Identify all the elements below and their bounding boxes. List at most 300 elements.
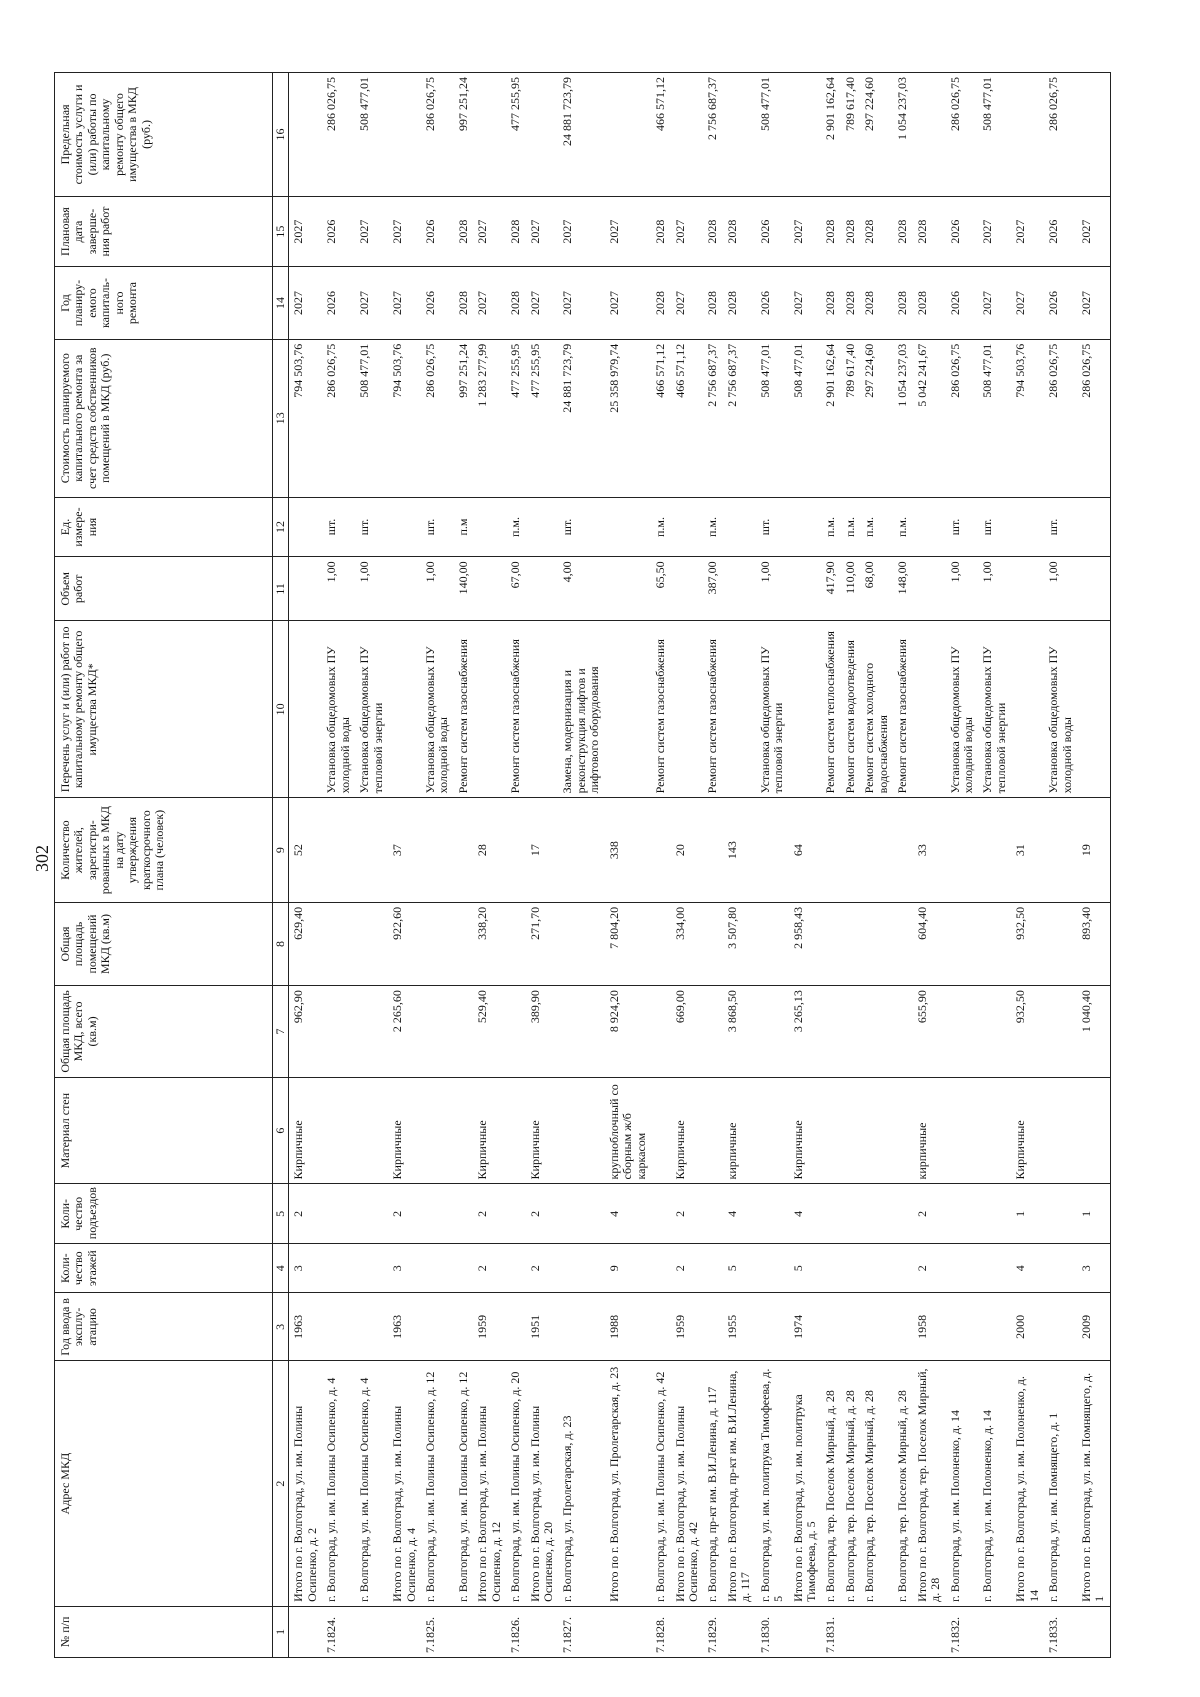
- table-cell: 7.1826.: [506, 1606, 525, 1657]
- table-row: [671, 73, 704, 1658]
- table-row: [454, 73, 473, 1658]
- table-cell: [841, 1293, 860, 1361]
- table-cell: 2026: [322, 196, 355, 266]
- table-cell: Замена, модернизация и реконструкция лифтов и лифтового оборудования: [558, 621, 604, 798]
- table-cell: [978, 1293, 1011, 1361]
- table-cell: [473, 73, 506, 197]
- table-cell: [946, 1184, 979, 1244]
- column-header: Ед. измере- ния: [55, 497, 273, 557]
- table-cell: [289, 497, 322, 557]
- table-cell: [860, 986, 893, 1078]
- table-cell: 1951: [526, 1293, 559, 1361]
- table-cell: 1958: [913, 1293, 946, 1361]
- column-number: 10: [273, 621, 289, 798]
- table-row: [388, 73, 421, 1658]
- table-cell: г. Волгоград, пр-кт им. В.И.Ленина, д. 117: [703, 1361, 722, 1606]
- table-cell: [421, 1184, 454, 1244]
- table-cell: 2028: [703, 196, 722, 266]
- table-cell: 2026: [756, 267, 789, 340]
- table-cell: Установка общедомовых ПУ холодной воды: [322, 621, 355, 798]
- table-cell: г. Волгоград, ул. им. Полины Осипенко, д. 42: [651, 1361, 670, 1606]
- table-cell: п.м.: [821, 497, 840, 557]
- table-cell: 110,00: [841, 557, 860, 621]
- table-cell: [322, 1184, 355, 1244]
- header-row: [55, 73, 273, 1658]
- table-cell: [1077, 1077, 1110, 1184]
- table-row: [421, 73, 454, 1658]
- table-cell: 2028: [913, 196, 946, 266]
- table-cell: 2028: [454, 267, 473, 340]
- table-cell: 271,70: [526, 902, 559, 985]
- table-cell: 2027: [978, 196, 1011, 266]
- column-number: 3: [273, 1293, 289, 1361]
- table-cell: 629,40: [289, 902, 322, 985]
- table-cell: [893, 986, 912, 1078]
- table-cell: [671, 497, 704, 557]
- table-cell: Ремонт систем газоснабжения: [651, 621, 670, 798]
- table-cell: 286 026,75: [322, 73, 355, 197]
- table-cell: 3: [1077, 1244, 1110, 1293]
- table-cell: [1044, 1244, 1077, 1293]
- table-cell: 65,50: [651, 557, 670, 621]
- column-number: 12: [273, 497, 289, 557]
- table-cell: г. Волгоград, тер. Поселок Мирный, д. 28: [860, 1361, 893, 1606]
- table-cell: 20: [671, 798, 704, 903]
- table-cell: [421, 1077, 454, 1184]
- table-cell: 1 054 237,03: [893, 339, 912, 497]
- column-header: Общая площадь МКД, всего (кв.м): [55, 986, 273, 1078]
- table-cell: 389,90: [526, 986, 559, 1078]
- table-cell: [454, 1293, 473, 1361]
- table-cell: [506, 1077, 525, 1184]
- table-cell: [893, 902, 912, 985]
- table-cell: 8 924,20: [605, 986, 651, 1078]
- table-cell: [946, 1244, 979, 1293]
- table-cell: 2: [526, 1244, 559, 1293]
- table-cell: [1044, 798, 1077, 903]
- table-cell: [860, 1293, 893, 1361]
- column-number: 7: [273, 986, 289, 1078]
- table-cell: 2: [388, 1184, 421, 1244]
- table-cell: [506, 1244, 525, 1293]
- table-cell: 7 804,20: [605, 902, 651, 985]
- table-row: [1077, 73, 1110, 1658]
- table-cell: 286 026,75: [1044, 73, 1077, 197]
- table-cell: [789, 73, 822, 197]
- table-cell: 2028: [703, 267, 722, 340]
- table-cell: Итого по г. Волгоград, ул. Пролетарская, д. 23: [605, 1361, 651, 1606]
- column-number: 15: [273, 196, 289, 266]
- table-cell: [756, 902, 789, 985]
- table-cell: [841, 1244, 860, 1293]
- table-cell: 669,00: [671, 986, 704, 1078]
- table-cell: г. Волгоград, ул. им. Полины Осипенко, д. 12: [454, 1361, 473, 1606]
- table-cell: 1 040,40: [1077, 986, 1110, 1078]
- table-cell: 2028: [841, 267, 860, 340]
- table-cell: Ремонт систем газоснабжения: [703, 621, 722, 798]
- table-cell: Ремонт систем газоснабжения: [893, 621, 912, 798]
- table-cell: 5: [723, 1244, 756, 1293]
- column-number: 1: [273, 1606, 289, 1657]
- table-cell: [821, 902, 840, 985]
- table-cell: 28: [473, 798, 506, 903]
- table-cell: [860, 1244, 893, 1293]
- table-cell: [558, 798, 604, 903]
- table-cell: [841, 986, 860, 1078]
- table-cell: 2028: [651, 196, 670, 266]
- table-cell: [703, 1077, 722, 1184]
- table-cell: 2: [671, 1244, 704, 1293]
- table-cell: 1955: [723, 1293, 756, 1361]
- table-cell: Итого по г. Волгоград, ул. им. Помнящего, д. 1: [1077, 1361, 1110, 1606]
- table-cell: 508 477,01: [756, 73, 789, 197]
- table-cell: 7.1833.: [1044, 1606, 1077, 1657]
- table-cell: [671, 1606, 704, 1657]
- table-cell: [651, 1244, 670, 1293]
- table-cell: [388, 497, 421, 557]
- table-cell: [454, 1077, 473, 1184]
- table-row: [860, 73, 893, 1658]
- table-cell: 508 477,01: [355, 73, 388, 197]
- table-cell: Установка общедомовых ПУ холодной воды: [421, 621, 454, 798]
- table-header: [55, 73, 289, 1658]
- table-cell: 2027: [289, 267, 322, 340]
- table-cell: [1044, 1293, 1077, 1361]
- table-cell: [651, 986, 670, 1078]
- table-cell: 508 477,01: [355, 339, 388, 497]
- table-cell: [289, 1606, 322, 1657]
- table-cell: 2 756 687,37: [703, 73, 722, 197]
- table-cell: [860, 1077, 893, 1184]
- table-cell: [1011, 557, 1044, 621]
- table-cell: 2027: [1077, 267, 1110, 340]
- table-cell: 2 756 687,37: [723, 339, 756, 497]
- table-cell: [946, 1077, 979, 1184]
- capital-repair-table: [54, 72, 1111, 1658]
- table-cell: [671, 557, 704, 621]
- table-cell: [506, 902, 525, 985]
- table-cell: [841, 902, 860, 985]
- table-cell: 7.1828.: [651, 1606, 670, 1657]
- table-cell: [978, 1606, 1011, 1657]
- table-cell: 7.1829.: [703, 1606, 722, 1657]
- column-header: Объем работ: [55, 557, 273, 621]
- table-cell: [651, 1293, 670, 1361]
- table-cell: [1077, 621, 1110, 798]
- table-row: [723, 73, 756, 1658]
- table-cell: 286 026,75: [1077, 339, 1110, 497]
- table-cell: [978, 798, 1011, 903]
- table-row: [473, 73, 506, 1658]
- table-cell: 3 265,13: [789, 986, 822, 1078]
- column-header: Материал стен: [55, 1077, 273, 1184]
- table-cell: [506, 798, 525, 903]
- table-cell: 25 358 979,74: [605, 339, 651, 497]
- table-cell: г. Волгоград, ул. им. политрука Тимофеева, д. 5: [756, 1361, 789, 1606]
- table-cell: 2009: [1077, 1293, 1110, 1361]
- table-cell: 2: [671, 1184, 704, 1244]
- table-cell: 2027: [355, 196, 388, 266]
- table-cell: 2027: [388, 196, 421, 266]
- table-cell: 1 054 237,03: [893, 73, 912, 197]
- table-row: [558, 73, 604, 1658]
- table-cell: 2027: [1077, 196, 1110, 266]
- table-cell: 466 571,12: [651, 339, 670, 497]
- table-cell: [841, 1077, 860, 1184]
- table-cell: [1011, 73, 1044, 197]
- table-cell: Итого по г. Волгоград, ул. им. политрука Тимофеева, д. 5: [789, 1361, 822, 1606]
- table-cell: [978, 902, 1011, 985]
- table-cell: 2028: [506, 196, 525, 266]
- table-cell: [1011, 497, 1044, 557]
- table-cell: [756, 1184, 789, 1244]
- table-cell: 286 026,75: [1044, 339, 1077, 497]
- table-cell: шт.: [946, 497, 979, 557]
- table-cell: 1: [1011, 1184, 1044, 1244]
- table-cell: 932,50: [1011, 902, 1044, 985]
- table-cell: 2028: [821, 267, 840, 340]
- column-number: 9: [273, 798, 289, 903]
- table-cell: 2026: [421, 196, 454, 266]
- table-cell: [946, 798, 979, 903]
- table-cell: Ремонт систем водоотведения: [841, 621, 860, 798]
- table-cell: [388, 73, 421, 197]
- table-cell: 417,90: [821, 557, 840, 621]
- table-cell: 2027: [355, 267, 388, 340]
- table-cell: 997 251,24: [454, 339, 473, 497]
- table-cell: 7.1827.: [558, 1606, 604, 1657]
- table-cell: 508 477,01: [978, 73, 1011, 197]
- table-cell: 2026: [421, 267, 454, 340]
- table-cell: п.м.: [893, 497, 912, 557]
- table-cell: 2027: [558, 267, 604, 340]
- table-cell: 3: [289, 1244, 322, 1293]
- table-cell: [605, 1606, 651, 1657]
- table-cell: 789 617,40: [841, 339, 860, 497]
- table-cell: 1959: [473, 1293, 506, 1361]
- table-cell: [526, 557, 559, 621]
- table-cell: 508 477,01: [789, 339, 822, 497]
- table-cell: [558, 902, 604, 985]
- table-cell: [473, 497, 506, 557]
- table-cell: 1,00: [756, 557, 789, 621]
- table-cell: 466 571,12: [671, 339, 704, 497]
- table-cell: п.м.: [651, 497, 670, 557]
- table-cell: [756, 1293, 789, 1361]
- table-cell: [289, 621, 322, 798]
- table-row: [526, 73, 559, 1658]
- table-cell: шт.: [978, 497, 1011, 557]
- table-row: [946, 73, 979, 1658]
- table-cell: Кирпичные: [526, 1077, 559, 1184]
- table-cell: г. Волгоград, ул. им. Полины Осипенко, д. 4: [355, 1361, 388, 1606]
- table-cell: 2 901 162,64: [821, 73, 840, 197]
- table-cell: 143: [723, 798, 756, 903]
- table-cell: 7.1824.: [322, 1606, 355, 1657]
- table-cell: 2 901 162,64: [821, 339, 840, 497]
- table-cell: 2 958,43: [789, 902, 822, 985]
- table-cell: [1077, 497, 1110, 557]
- column-number: 8: [273, 902, 289, 985]
- table-cell: [789, 1606, 822, 1657]
- table-cell: [322, 1077, 355, 1184]
- table-cell: [355, 1293, 388, 1361]
- table-cell: 2027: [671, 196, 704, 266]
- table-cell: [723, 73, 756, 197]
- table-cell: [454, 902, 473, 985]
- table-cell: [454, 1244, 473, 1293]
- table-row: [506, 73, 525, 1658]
- table-cell: Кирпичные: [1011, 1077, 1044, 1184]
- table-cell: 2: [473, 1244, 506, 1293]
- table-cell: крупноблочный со сборным ж/б каркасом: [605, 1077, 651, 1184]
- table-cell: 67,00: [506, 557, 525, 621]
- table-cell: [913, 73, 946, 197]
- table-cell: шт.: [756, 497, 789, 557]
- table-cell: [703, 1293, 722, 1361]
- table-cell: [355, 1077, 388, 1184]
- table-cell: 477 255,95: [526, 339, 559, 497]
- table-cell: 338: [605, 798, 651, 903]
- table-cell: 2027: [605, 196, 651, 266]
- table-cell: 338,20: [473, 902, 506, 985]
- table-cell: [526, 73, 559, 197]
- table-cell: [473, 1606, 506, 1657]
- table-cell: Кирпичные: [388, 1077, 421, 1184]
- table-cell: [1077, 73, 1110, 197]
- table-cell: 1,00: [322, 557, 355, 621]
- table-cell: [946, 902, 979, 985]
- table-cell: [473, 621, 506, 798]
- table-cell: [506, 1293, 525, 1361]
- table-cell: Кирпичные: [473, 1077, 506, 1184]
- table-cell: [893, 798, 912, 903]
- table-cell: [946, 1293, 979, 1361]
- table-cell: 286 026,75: [946, 73, 979, 197]
- table-row: [789, 73, 822, 1658]
- table-cell: 334,00: [671, 902, 704, 985]
- table-cell: [322, 986, 355, 1078]
- table-cell: 997 251,24: [454, 73, 473, 197]
- table-cell: 2026: [322, 267, 355, 340]
- table-cell: 1,00: [1044, 557, 1077, 621]
- table-cell: [355, 1184, 388, 1244]
- table-cell: [1044, 1184, 1077, 1244]
- table-cell: 932,50: [1011, 986, 1044, 1078]
- table-cell: Ремонт систем холодного водоснабжения: [860, 621, 893, 798]
- table-cell: 2027: [1011, 267, 1044, 340]
- table-cell: 893,40: [1077, 902, 1110, 985]
- table-cell: 64: [789, 798, 822, 903]
- table-cell: [388, 1606, 421, 1657]
- table-cell: [355, 1606, 388, 1657]
- table-cell: [1044, 986, 1077, 1078]
- table-cell: Итого по г. Волгоград, ул. им. Полины Осипенко, д. 20: [526, 1361, 559, 1606]
- column-header: Год планиру- емого капиталь- ного ремонта: [55, 267, 273, 340]
- column-number: 4: [273, 1244, 289, 1293]
- table-cell: Установка общедомовых ПУ тепловой энергии: [355, 621, 388, 798]
- table-cell: г. Волгоград, ул. им. Полоненко, д. 14: [978, 1361, 1011, 1606]
- table-cell: 529,40: [473, 986, 506, 1078]
- column-number: 14: [273, 267, 289, 340]
- table-row: [651, 73, 670, 1658]
- table-cell: 962,90: [289, 986, 322, 1078]
- table-cell: [454, 986, 473, 1078]
- table-cell: [605, 73, 651, 197]
- table-cell: 508 477,01: [978, 339, 1011, 497]
- table-cell: [1077, 1606, 1110, 1657]
- table-cell: 286 026,75: [322, 339, 355, 497]
- table-cell: [703, 1244, 722, 1293]
- table-cell: 68,00: [860, 557, 893, 621]
- table-cell: 1,00: [421, 557, 454, 621]
- table-cell: [558, 986, 604, 1078]
- table-cell: 2028: [723, 267, 756, 340]
- table-cell: [821, 1184, 840, 1244]
- table-cell: 2027: [473, 196, 506, 266]
- table-cell: [526, 621, 559, 798]
- table-cell: 33: [913, 798, 946, 903]
- column-header: № п/п: [55, 1606, 273, 1657]
- table-cell: [671, 73, 704, 197]
- table-cell: [322, 1293, 355, 1361]
- table-cell: 2 756 687,37: [703, 339, 722, 497]
- table-cell: 2027: [671, 267, 704, 340]
- table-cell: [978, 1244, 1011, 1293]
- table-cell: 2026: [756, 196, 789, 266]
- table-cell: 2028: [860, 196, 893, 266]
- table-cell: 7.1831.: [821, 1606, 840, 1657]
- table-cell: [651, 902, 670, 985]
- table-cell: Ремонт систем теплоснабжения: [821, 621, 840, 798]
- table-cell: 2027: [789, 196, 822, 266]
- table-cell: 1974: [789, 1293, 822, 1361]
- table-row: [355, 73, 388, 1658]
- table-row: [821, 73, 840, 1658]
- table-cell: [1077, 557, 1110, 621]
- table-cell: [651, 1077, 670, 1184]
- table-cell: 1,00: [355, 557, 388, 621]
- table-cell: [1044, 902, 1077, 985]
- table-cell: 477 255,95: [506, 73, 525, 197]
- table-cell: 2028: [841, 196, 860, 266]
- table-cell: 286 026,75: [421, 339, 454, 497]
- table-cell: [703, 986, 722, 1078]
- table-cell: 31: [1011, 798, 1044, 903]
- table-cell: [454, 798, 473, 903]
- column-header: Предельная стоимость услуги и (или) работы по капитальному ремонту общего имущества в МКД (руб.): [55, 73, 273, 197]
- table-cell: Кирпичные: [671, 1077, 704, 1184]
- table-row: [605, 73, 651, 1658]
- table-cell: [388, 621, 421, 798]
- table-cell: [913, 557, 946, 621]
- table-cell: 2027: [605, 267, 651, 340]
- table-cell: 2028: [821, 196, 840, 266]
- table-cell: [605, 497, 651, 557]
- column-header: Стоимость планируемого капитального ремонта за счет средств собственников помещений в МКД (руб.): [55, 339, 273, 497]
- table-cell: 24 881 723,79: [558, 339, 604, 497]
- table-cell: 2: [913, 1244, 946, 1293]
- table-cell: [913, 497, 946, 557]
- table-cell: [841, 1606, 860, 1657]
- table-cell: [756, 798, 789, 903]
- table-cell: Итого по г. Волгоград, ул. им. Полины Осипенко, д. 12: [473, 1361, 506, 1606]
- table-cell: 2028: [913, 267, 946, 340]
- table-cell: [841, 1184, 860, 1244]
- table-cell: 794 503,76: [289, 339, 322, 497]
- table-cell: [651, 1184, 670, 1244]
- table-cell: 3: [388, 1244, 421, 1293]
